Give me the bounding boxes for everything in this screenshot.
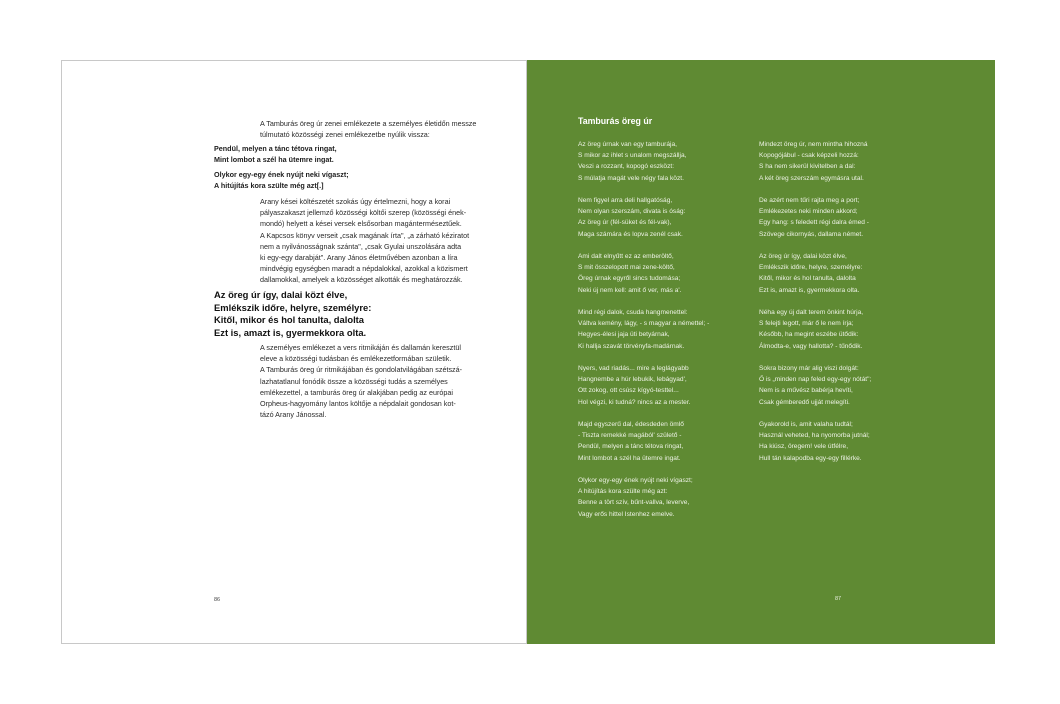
poem-line: Váltva kemény, lágy, - s magyar a némettel; - [578,320,710,328]
body-line: ki egy-egy darabját". Arany János életművében azonban a líra [260,253,458,263]
poem-line: S mit összelopott mai zene-költő, [578,264,675,272]
poem-line: A két öreg szerszám egymásra utal. [759,174,864,182]
poem-line: Csak gémberedő ujját melegíti. [759,398,850,406]
poem-line: Nyers, vad riadás... mire a leglágyabb [578,365,689,372]
motto-line: Pendül, melyen a tánc tétova ringat, [214,144,337,153]
poem-line: Ott zokog, ott csúsz kígyó-testtel... [578,387,679,395]
poem-stanza [578,307,738,352]
poem-line: Ha kiúsz, öregem! vele útfélre, [759,443,849,451]
poem-title: Tamburás öreg úr [578,116,653,126]
right-page [527,60,995,644]
poem-line: S mikor az ihlet s unalom megszállja, [578,152,687,160]
poem-line: Nem is a művész babérja hevíti, [759,387,853,395]
quote-line: Az öreg úr így, dalai közt élve, [214,289,348,300]
poem-stanza [578,251,738,296]
poem-stanza [759,419,919,464]
body-line: A személyes emlékezet a vers ritmikáján és dallamán keresztül [260,343,461,352]
body-line: mondó) helyett a kései versek elsősorban magánterméseztűek. [260,219,462,229]
poem-line: - Tiszta remekké magából' születő - [578,432,682,440]
poem-stanza [759,363,919,408]
poem-line: Ki hallja szavát törvényfa-madárnak. [578,342,685,350]
poem-line: Ő is „minden nap feled egy-egy nótát"; [759,376,872,384]
poem-line: A hitújítás kora szülte még azt: [578,488,668,496]
poem-line: Később, ha megint eszébe ütődik: [759,331,859,339]
motto-couplet-1 [214,143,414,165]
poem-line: Álmodta-e, vagy hallotta? - tűnődik. [759,342,863,350]
poem-stanza [578,475,738,520]
poem-line: Egy hang: s feledett régi dalra émed - [759,219,869,227]
intro-line: túlmutató közösségi zenei emlékezetbe nyúlik vissza: [260,130,430,140]
poem-stanza [759,251,919,296]
poem-line: S felejti legott, már ő le nem írja; [759,320,854,328]
poem-line: Az öreg úrnak van egy tamburája, [578,141,677,148]
poem-line: Veszi a rozzant, kopogó eszközt: [578,163,675,171]
body-paragraph-2 [260,342,482,420]
poem-column-left [578,139,738,531]
poem-line: Sokra bizony már alig viszi dolgát: [759,365,859,372]
poem-line: Öreg úrnak egyről sincs tudomása; [578,275,681,283]
body-line: A Kapcsos könyv verseit „csak magának írta", „a zárható kéziratot [260,230,470,240]
poem-line: Mind régi dalok, csuda hangmenettel: [578,309,688,316]
poem-line: Nem olyan szerszám, divata is óság: [578,208,686,216]
poem-line: Majd egyszerű dal, édesdeden ömlő [578,421,684,428]
poem-line: S ha nem sikerül kivitelben a dal: [759,163,856,171]
poem-line: Gyakorold is, amit valaha tudtál; [759,421,853,428]
poem-line: Ezt is, amazt is, gyermekkora olta. [759,286,860,294]
poem-line: Hegyes-élesi jaja üti betyárnak, [578,331,670,339]
poem-stanza [578,139,738,184]
poem-line: Hull tán kalapodba egy-egy fillérke. [759,454,862,462]
poem-line: Maga számára és lopva zenél csak. [578,230,683,238]
body-line: eleve a közösségi tudásban és emlékezetformában születik. [260,354,452,364]
intro-paragraph [260,118,482,140]
poem-stanza [759,307,919,352]
poem-stanza [578,419,738,464]
poem-line: Hol végzi, ki tudná? nincs az a mester. [578,398,691,406]
poem-line: Kopogójábul - csak képzeli hozzá: [759,152,859,160]
poem-line: De azért nem tűri rajta meg a port; [759,197,860,204]
poem-line: Mindezt öreg úr, nem mintha hihozná [759,141,868,148]
intro-line: A Tamburás öreg úr zenei emlékezete a személyes életidőn messze [260,119,477,128]
poem-line: Néha egy új dalt terem önkint húrja, [759,309,864,316]
block-quote [214,289,424,339]
body-line: pályaszakaszt jellemző közösségi költői szerep (közösségi ének- [260,208,467,218]
left-page [61,60,527,644]
body-line: tázó Arany Jánossal. [260,410,327,420]
quote-line: Emlékszik időre, helyre, személyre: [214,301,372,313]
body-line: Arany kései költészetét szokás úgy értelmezni, hogy a korai [260,197,451,206]
quote-line: Kitől, mikor és hol tanulta, dalolta [214,314,365,326]
page-number-left: 86 [214,597,221,603]
body-line: A Tamburás öreg úr ritmikájában és gondolatvilágában szétszá- [260,365,463,375]
body-line: mindvégig egységben maradt a népdalokkal, azokkal a közismert [260,264,468,274]
poem-line: Az öreg úr (fél-süket és fél-vak), [578,219,672,227]
poem-line: Emlékszik időre, helyre, személyre: [759,264,863,272]
motto-line: Mint lombot a szél ha ütemre ingat. [214,155,334,165]
poem-line: Nem figyel arra deli hallgatóság, [578,197,673,204]
poem-stanza [578,363,738,408]
poem-line: Ami dalt elnyűtt ez az emberöltő, [578,253,674,260]
poem-stanza [759,139,919,184]
motto-line: Olykor egy-egy ének nyújt neki vígaszt; [214,170,349,179]
poem-stanza [578,195,738,240]
motto-line: A hitújítás kora szülte még azt[.] [214,181,324,191]
poem-line: Szövege cikornyás, dallama német. [759,230,864,238]
body-line: emlékezettel, a tamburás öreg úr alakjában pedig az európai [260,387,453,397]
poem-line: Kitől, mikor és hol tanulta, dalolta [759,275,856,283]
poem-line: Olykor egy-egy ének nyújt neki vígaszt; [578,477,693,484]
quote-line: Ezt is, amazt is, gyermekkora olta. [214,326,367,338]
book-spread [61,60,995,644]
poem-line: Vagy erős hittel Istenhez emelve. [578,510,675,518]
poem-line: S múlatja magát vele négy fala közt. [578,174,684,182]
poem-column-right [759,139,919,475]
page-number-right: 87 [835,596,842,602]
body-line: Orpheus-hagyomány lantos költője a népdalait gondosan kot- [260,399,456,409]
poem-line: Neki új nem kell: amit ő ver, más a'. [578,286,682,294]
body-line: nem a nyilvánosságnak szánta", „csak Gyulai unszolására adta [260,241,462,251]
poem-line: Pendül, melyen a tánc tétova ringat, [578,443,684,451]
poem-line: Mint lombot a szél ha ütemre ingat. [578,454,681,462]
poem-line: Benne a tört szív, bűnt-vallva, leverve, [578,499,690,507]
poem-line: Használ veheted, ha nyomorba jutnál; [759,432,870,440]
motto-couplet-2 [214,169,414,191]
poem-line: Hangnembe a húr lebukik, lebágyad', [578,376,687,384]
body-line: lazhatatlanul fonódik össze a közösségi tudás a személyes [260,376,448,386]
body-paragraph-1 [260,196,482,286]
poem-line: Az öreg úr így, dalai közt élve, [759,253,847,260]
body-line: dallamokkal, amelyek a közösséget alkották és meghatározzák. [260,275,463,285]
poem-stanza [759,195,919,240]
poem-line: Emlékezetes neki minden akkord; [759,208,858,216]
